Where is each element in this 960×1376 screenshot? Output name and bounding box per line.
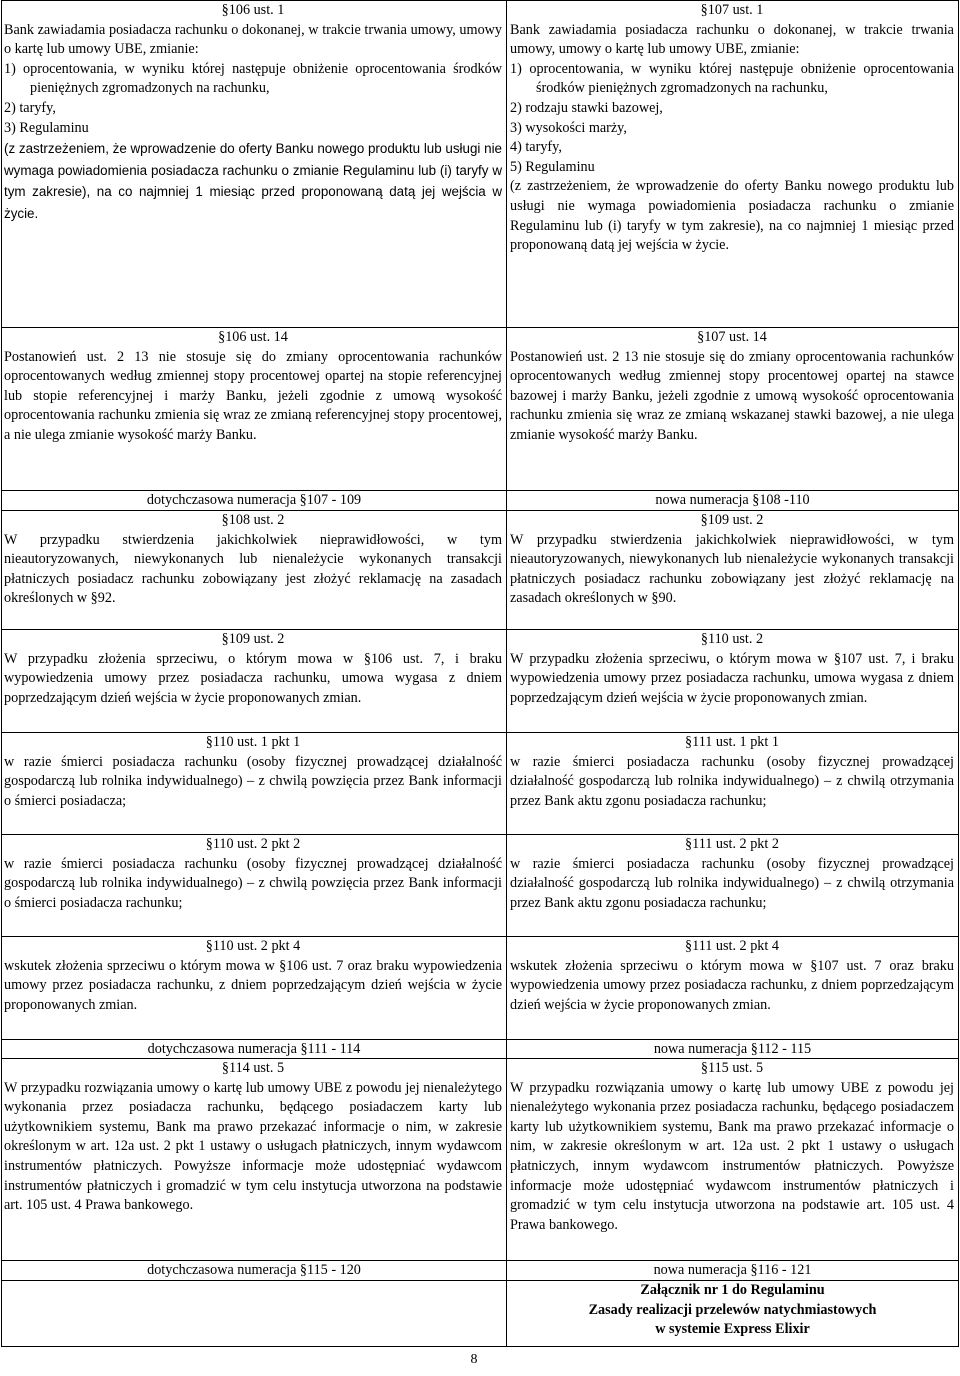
clause-intro: Bank zawiadamia posiadacza rachunku o dokonanej, w trakcie trwania umowy, umowy o kartę lub umowy UBE, zmianie: xyxy=(510,21,954,58)
row8-left-cell xyxy=(4,1059,502,1216)
page-number: 8 xyxy=(470,1352,478,1367)
clause-text: Postanowień ust. 2 13 nie stosuje się do zmiany oprocentowania rachunków oprocentowanych według zmiennej stopy procentowej opartej na stawce bazowej i marży Banku, jeżeli zgodnie z umową wysokość oprocentowania rachunku zmienia się wraz ze zmianą wskazanej stawki bazowej, a nie ulega zmianie wysokość marży Banku. xyxy=(510,348,954,443)
table-right-border xyxy=(958,0,959,1347)
clause-tail: (z zastrzeżeniem, że wprowadzenie do oferty Banku nowego produktu lub usługi nie wymaga powiadomienia posiadacza rachunku o zmianie Regulaminu lub (i) taryfy w tym zakresie), na co najmniej 1 miesiąc przed proponowaną datą jej wejścia w życie. xyxy=(4,141,502,221)
annex-title xyxy=(507,1281,958,1340)
clause-text: wskutek złożenia sprzeciwu o którym mowa w §106 ust. 7 oraz braku wypowiedzenia umowy przez posiadacza rachunku, z dniem poprzedzającym dzień wejścia w życie proponowanych zmian. xyxy=(4,957,502,1013)
section-heading: §109 ust. 2 xyxy=(221,631,285,647)
table-left-border xyxy=(1,0,2,1347)
clause-item: 3) Regulaminu xyxy=(4,119,89,136)
section-heading: §110 ust. 2 pkt 2 xyxy=(205,836,301,852)
numbering-old: dotychczasowa numeracja §111 - 114 xyxy=(147,1041,361,1057)
row6-right-cell xyxy=(510,835,954,913)
clause-text: Postanowień ust. 2 13 nie stosuje się do zmiany oprocentowania rachunków oprocentowanych według zmiennej stopy procentowej opartej na stopie referencyjnej lub stopie referencyjnej i marży Banku, jeżeli zgodnie z umową wysokość oprocentowania rachunku zmienia się wraz ze zmianą referencyjnej stopy procentowej, a nie ulega zmianie wysokość marży Banku. xyxy=(4,348,502,443)
numbering-new: nowa numeracja §116 - 121 xyxy=(653,1262,812,1278)
annex-line: Załącznik nr 1 do Regulaminu xyxy=(640,1282,825,1298)
section-heading: §107 ust. 14 xyxy=(697,329,767,345)
numbering-old: dotychczasowa numeracja §107 - 109 xyxy=(146,492,362,508)
row3-right-cell xyxy=(510,511,954,609)
section-heading: §110 ust. 1 pkt 1 xyxy=(205,734,301,750)
clause-item: 4) taryfy, xyxy=(510,139,562,156)
numbering-new: nowa numeracja §112 - 115 xyxy=(653,1041,812,1057)
section-heading: §114 ust. 5 xyxy=(221,1060,285,1076)
clause-text: W przypadku stwierdzenia jakichkolwiek nieprawidłowości, w tym nieautoryzowanych, niewykonanych lub nienależycie wykonanych transakcji płatniczych posiadacz rachunku zobowiązany jest złożyć reklamację na zasadach określonych w §92. xyxy=(4,531,502,607)
section-heading: §111 ust. 1 pkt 1 xyxy=(685,734,779,750)
row2-right-cell xyxy=(510,328,954,446)
row7-left-cell xyxy=(4,937,502,1015)
clause-text: wskutek złożenia sprzeciwu o którym mowa w §107 ust. 7 oraz braku wypowiedzenia umowy przez posiadacza rachunku, z dniem poprzedzającym dzień wejścia w życie proponowanych zmian. xyxy=(510,957,954,1013)
clause-text: W przypadku stwierdzenia jakichkolwiek nieprawidłowości, w tym nieautoryzowanych, niewykonanych lub nienależycie wykonanych transakcji płatniczych posiadacz rachunku zobowiązany jest złożyć reklamację na zasadach określonych w §90. xyxy=(510,531,954,607)
clause-item: 1) oprocentowania, w wyniku której następuje obniżenie oprocentowania środków pieniężnych zgromadzonych na rachunku, xyxy=(4,60,502,97)
section-heading: §106 ust. 1 xyxy=(221,2,285,18)
numbering-new: nowa numeracja §108 -110 xyxy=(655,492,810,508)
section-heading: §111 ust. 2 pkt 2 xyxy=(685,836,779,852)
row4-right-cell xyxy=(510,630,954,708)
annex-line: w systemie Express Elixir xyxy=(655,1321,810,1338)
section-heading: §115 ust. 5 xyxy=(700,1060,764,1076)
row6-left-cell xyxy=(4,835,502,913)
section-heading: §108 ust. 2 xyxy=(221,512,285,528)
clause-item: 1) oprocentowania, w wyniku której następuje obniżenie oprocentowania środków pieniężnych zgromadzonych na rachunku, xyxy=(510,60,954,97)
clause-text: w razie śmierci posiadacza rachunku (osoby fizycznej prowadzącej działalność gospodarczą lub rolnika indywidualnego) – z chwilą otrzymania przez Bank aktu zgonu posiadacza rachunku; xyxy=(510,753,954,809)
clause-text: W przypadku złożenia sprzeciwu, o którym mowa w §107 ust. 7, i braku wypowiedzenia umowy przez posiadacza rachunku, umowa wygasa z dniem poprzedzającym dzień wejścia w życie proponowanych zmian. xyxy=(510,650,954,706)
section-heading: §106 ust. 14 xyxy=(218,329,288,345)
clause-text: W przypadku rozwiązania umowy o kartę lub umowy UBE z powodu jej nienależytego wykonania przez posiadacza rachunku, będącego posiadaczem karty lub użytkownikiem systemu, Bank ma prawo przekazać informacje o nim, w zakresie określonym w art. 12a ust. 2 pkt 1 ustawy o usługach płatniczych, innym wydawcom instrumentów płatniczych. Powyższe informacje może udostępniać wydawcom instrumentów płatniczych i gromadzić w tym celu instytucja utworzona na podstawie art. 105 ust. 4 Prawa bankowego. xyxy=(510,1079,954,1233)
clause-text: W przypadku złożenia sprzeciwu, o którym mowa w §106 ust. 7, i braku wypowiedzenia umowy przez posiadacza rachunku, umowa wygasa z dniem poprzedzającym dzień wejścia w życie proponowanych zmian. xyxy=(4,650,502,706)
clause-item: 2) taryfy, xyxy=(4,99,56,116)
clause-item: 2) rodzaju stawki bazowej, xyxy=(510,99,663,116)
section-heading: §110 ust. 2 xyxy=(700,631,764,647)
clause-item: 5) Regulaminu xyxy=(510,158,595,175)
row3-left-cell xyxy=(4,511,502,609)
row4-left-cell xyxy=(4,630,502,708)
clause-tail: (z zastrzeżeniem, że wprowadzenie do oferty Banku nowego produktu lub usługi nie wymaga powiadomienia posiadacza rachunku o zmianie Regulaminu lub (i) taryfy w tym zakresie), na co najmniej 1 miesiąc przed proponowaną datą jej wejścia w życie. xyxy=(510,178,954,254)
clause-item: 3) wysokości marży, xyxy=(510,119,627,136)
clause-text: w razie śmierci posiadacza rachunku (osoby fizycznej prowadzącej działalność gospodarczą lub rolnika indywidualnego) – z chwilą otrzymania przez Bank aktu zgonu posiadacza rachunku; xyxy=(510,855,954,911)
row7-right-cell xyxy=(510,937,954,1015)
row5-right-cell xyxy=(510,733,954,811)
row1-left-cell xyxy=(4,1,502,224)
section-heading: §109 ust. 2 xyxy=(700,512,764,528)
row1-right-cell xyxy=(510,1,954,256)
table-center-divider xyxy=(506,0,507,1347)
row2-left-cell xyxy=(4,328,502,446)
row-divider xyxy=(1,1346,959,1347)
row8-right-cell xyxy=(510,1059,954,1235)
row5-left-cell xyxy=(4,733,502,811)
clause-text: w razie śmierci posiadacza rachunku (osoby fizycznej prowadzącej działalność gospodarczą lub rolnika indywidualnego) – z chwilą powzięcia przez Bank informacji o śmierci posiadacza rachunku; xyxy=(4,855,502,911)
clause-text: w razie śmierci posiadacza rachunku (osoby fizycznej prowadzącej działalność gospodarczą lub rolnika indywidualnego) – z chwilą powzięcia przez Bank informacji o śmierci posiadacza; xyxy=(4,753,502,809)
section-heading: §110 ust. 2 pkt 4 xyxy=(205,938,301,954)
clause-text: W przypadku rozwiązania umowy o kartę lub umowy UBE z powodu jej nienależytego wykonania przez posiadacza rachunku, będącego posiadaczem karty lub użytkownikiem systemu, Bank ma prawo przekazać informacje o nim, w zakresie określonym w art. 12a ust. 2 pkt 1 ustawy o usługach płatniczych, innym wydawcom instrumentów płatniczych. Powyższe informacje może udostępniać wydawcom instrumentów płatniczych i gromadzić w tym celu instytucja utworzona na podstawie art. 105 ust. 4 Prawa bankowego. xyxy=(4,1079,502,1214)
section-heading: §107 ust. 1 xyxy=(700,2,764,18)
clause-intro: Bank zawiadamia posiadacza rachunku o dokonanej, w trakcie trwania umowy, umowy o kartę lub umowy UBE, zmianie: xyxy=(4,21,502,58)
annex-line: Zasady realizacji przelewów natychmiastowych xyxy=(588,1301,877,1318)
section-heading: §111 ust. 2 pkt 4 xyxy=(685,938,779,954)
numbering-old: dotychczasowa numeracja §115 - 120 xyxy=(147,1262,361,1278)
